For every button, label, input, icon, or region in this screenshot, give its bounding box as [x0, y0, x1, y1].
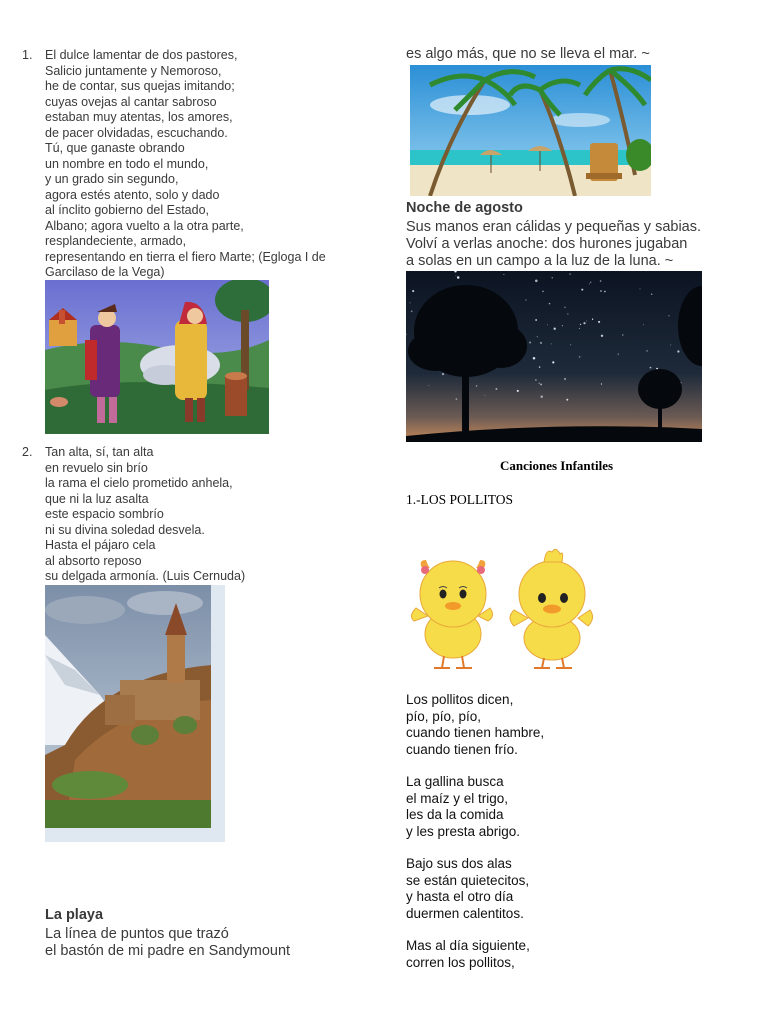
star — [533, 357, 536, 360]
star — [457, 276, 460, 279]
noche-title: Noche de agosto — [406, 200, 523, 216]
poem1-line: de pacer olvidadas, escuchando. — [45, 125, 228, 140]
star — [569, 273, 570, 274]
star — [650, 367, 652, 369]
song-line: La gallina busca — [406, 774, 504, 789]
star — [601, 383, 602, 384]
star — [549, 303, 551, 305]
song-stanza — [406, 692, 544, 758]
poem2-line: la rama el cielo prometido anhela, — [45, 476, 233, 490]
star — [484, 395, 485, 396]
poem1-line: he de contar, sus quejas imitando; — [45, 79, 235, 93]
star — [579, 356, 581, 358]
star — [540, 383, 542, 385]
star — [590, 281, 592, 283]
poem1-line: Salicio juntamente y Nemoroso, — [45, 63, 222, 78]
star — [618, 353, 619, 354]
playa-line: La línea de puntos que trazó — [45, 926, 229, 942]
poem2-line: Hasta el pájaro cela — [45, 538, 156, 552]
star — [583, 322, 585, 324]
poem-continuation-line: es algo más, que no se lleva el mar. ~ — [406, 46, 650, 62]
canciones-title: Canciones Infantiles — [500, 458, 614, 473]
poem2-line: su delgada armonía. (Luis Cernuda) — [45, 569, 246, 583]
noche-line: Volví a verlas anoche: dos hurones jugaban — [406, 236, 688, 252]
star — [600, 290, 602, 292]
poem1-line: El dulce lamentar de dos pastores, — [45, 48, 238, 62]
shepherds-illustration — [45, 280, 269, 434]
playa-title: La playa — [45, 907, 104, 923]
poem1-number: 1. — [22, 48, 33, 62]
star — [552, 277, 553, 278]
star — [456, 398, 458, 400]
song-line: el maíz y el trigo, — [406, 790, 509, 806]
noche-line: a solas en un campo a la luz de la luna. ~ — [406, 253, 674, 269]
star — [547, 324, 548, 325]
poem1-line: agora estés atento, solo y dado — [45, 187, 220, 202]
star — [517, 390, 519, 392]
star — [639, 288, 640, 289]
castle-photo — [45, 585, 225, 842]
star — [564, 307, 565, 308]
star — [476, 385, 478, 387]
star — [643, 324, 644, 325]
star — [651, 293, 652, 294]
star — [604, 291, 606, 293]
poem1-line: al ínclito gobierno del Estado, — [45, 203, 209, 217]
poem1-line: estaban muy atentas, los amores, — [45, 110, 233, 124]
chicks-illustration — [406, 546, 602, 676]
star — [411, 310, 413, 312]
song-lyrics — [406, 692, 544, 987]
star — [646, 350, 648, 352]
star — [542, 291, 544, 293]
star — [412, 290, 414, 292]
song-line: cuando tienen frío. — [406, 741, 518, 757]
poem2-line: ni su divina soledad desvela. — [45, 522, 205, 537]
song-line: Bajo sus dos alas — [406, 856, 512, 871]
star — [601, 335, 603, 337]
noche-text — [406, 219, 701, 270]
beach-photo — [410, 65, 651, 196]
song-line: duermen calentitos. — [406, 905, 524, 921]
song-line: Los pollitos dicen, — [406, 692, 514, 707]
song-stanza — [406, 774, 544, 840]
star — [503, 274, 504, 275]
star — [551, 343, 552, 344]
song-line: y hasta el otro día — [406, 889, 514, 904]
star — [677, 350, 679, 352]
song-line: se están quietecitos, — [406, 872, 530, 888]
star — [586, 321, 587, 322]
poem2-line: en revuelo sin brío — [45, 460, 148, 475]
star — [592, 319, 593, 320]
star — [564, 378, 566, 380]
star — [540, 342, 542, 344]
star — [552, 361, 554, 363]
poem1-line: un nombre en todo el mundo, — [45, 156, 209, 171]
star — [442, 373, 444, 375]
star — [579, 328, 580, 329]
playa-line: el bastón de mi padre en Sandymount — [45, 943, 291, 959]
poem2-text — [45, 445, 245, 585]
star — [566, 399, 568, 401]
poem2-line: este espacio sombrío — [45, 507, 164, 521]
poem1-line: Garcilaso de la Vega) — [45, 265, 165, 279]
star — [409, 302, 410, 303]
song-line: corren los pollitos, — [406, 954, 515, 970]
song-stanza — [406, 938, 544, 971]
playa-text — [45, 926, 290, 960]
star — [538, 383, 540, 385]
song-stanza — [406, 856, 544, 922]
star — [598, 321, 600, 323]
poem1-line: resplandeciente, armado, — [45, 234, 187, 248]
poem1-line: Albano; agora vuelto a la otra parte, — [45, 218, 244, 233]
poem2-line: que ni la luz asalta — [45, 491, 149, 506]
poem2-line: al absorto reposo — [45, 553, 142, 568]
star — [535, 379, 537, 381]
star — [570, 344, 571, 345]
star — [495, 388, 497, 390]
song-line: pío, pío, pío, — [406, 708, 482, 724]
star — [581, 289, 583, 291]
night-photo — [406, 271, 702, 442]
star — [580, 324, 581, 325]
star — [567, 313, 568, 314]
star — [428, 385, 429, 386]
star — [455, 275, 456, 276]
star — [589, 283, 590, 284]
poem1-text — [45, 48, 326, 281]
song-line: cuando tienen hambre, — [406, 725, 545, 740]
star — [525, 299, 527, 301]
poem2-number: 2. — [22, 445, 33, 459]
star — [622, 334, 623, 335]
star — [535, 280, 538, 283]
poem1-line: cuyas ovejas al cantar sabroso — [45, 94, 217, 109]
star — [554, 328, 556, 330]
song-line: y les presta abrigo. — [406, 823, 521, 839]
star — [541, 396, 543, 398]
poem1-line: Tú, que ganaste obrando — [45, 141, 185, 155]
star — [670, 344, 671, 345]
song-line: Mas al día siguiente, — [406, 938, 530, 953]
noche-line: Sus manos eran cálidas y pequeñas y sabias. — [406, 219, 702, 235]
star — [539, 366, 540, 367]
poem1-line: representando en tierra el fiero Marte; (Egloga I de — [45, 249, 326, 264]
poem1-line: y un grado sin segundo, — [45, 172, 179, 186]
star — [529, 342, 531, 344]
poem2-line: Tan alta, sí, tan alta — [45, 445, 154, 459]
star — [562, 325, 563, 326]
song-title: 1.-LOS POLLITOS — [406, 492, 514, 507]
star — [537, 336, 538, 337]
star — [668, 315, 669, 316]
star — [535, 319, 537, 321]
star — [600, 280, 602, 282]
song-line: les da la comida — [406, 807, 504, 822]
